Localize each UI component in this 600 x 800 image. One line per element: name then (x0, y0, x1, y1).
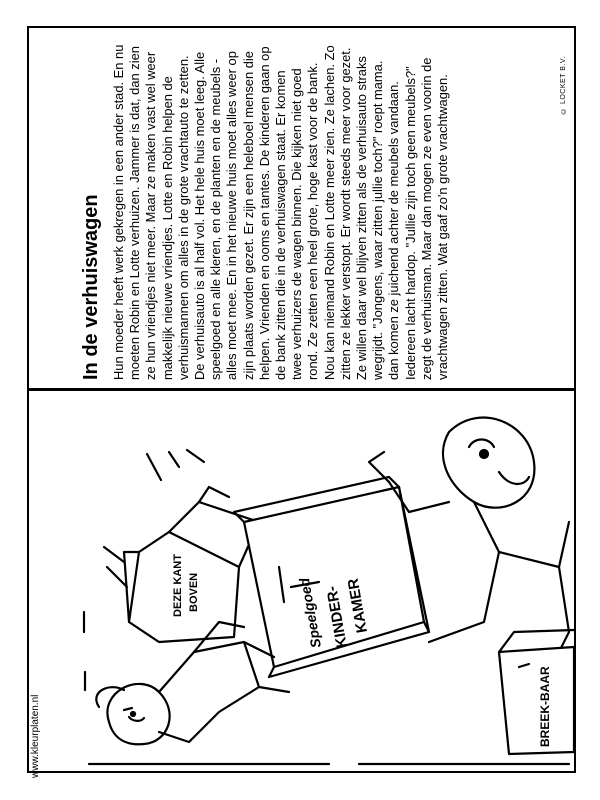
story-panel (80, 40, 600, 380)
panel-divider (27, 388, 576, 391)
box-label-line1: DEZE KANT (172, 554, 184, 617)
story-text: Hun moeder heeft werk gekregen in een ander stad. En nu moeten Robin en Lotte verhuizen. Jammer is dat, dan zien ze hun vriendjes niet meer. Maar ze maken vast wel weer makkelijk nieuwe vriendjes. Lotte en Robin helpen de verhuismannen om alles in de grote vrachtauto te zetten. De verhuisauto is al half vol. Het hele huis moet leeg. Alle speelgoed en alle kleren, en de planten en de meubels - alles moet mee. En in het nieuwe huis moet alles weer op zijn plaats worden gezet. Er zijn een heleboel mensen die helpen. Vrienden en ooms en tantes. De kinderen gaan op de bank zitten die in de verhuiswagen staat. Er komen twee verhuizers de wagen binnen. Die kijken niet goed rond. Ze zetten een heel grote, hoge kast voor de bank. Nou kan niemand Robin en Lotte meer zien. Ze lachen. Zo zitten ze lekker verstopt. Er wordt steeds meer voor gezet. Ze willen daar wel blijven zitten als de verhuisauto straks wegrijdt. "Jongens, waar zitten jullie toch?" roept mama. dan komen ze juichend achter de meubels vandaan. Iedereen lacht hardop. "Jullie zijn toch geen meubels?" zegt de verhuisman. Maar dan mogen ze even voorin de vrachtwagen zitten. Wat gaaf zo'n grote vrachtwagen. (111, 44, 451, 380)
moving-illustration (29, 392, 574, 771)
box-label-room2: KAMER (344, 577, 371, 635)
box-label-room1: KINDER- (323, 584, 351, 650)
website-credit: www.kleurplaten.nl (30, 694, 41, 778)
box-fragile (499, 630, 574, 754)
box-label-toys: Speelgoed (295, 576, 324, 650)
story-title: In de verhuiswagen (80, 194, 102, 380)
copyright-mark: © LOCKET B.V. (560, 56, 567, 114)
box-label-line2: BOVEN (188, 572, 200, 612)
box-toys (234, 477, 429, 677)
box-label-fragile: BREEK-BAAR (538, 666, 552, 747)
